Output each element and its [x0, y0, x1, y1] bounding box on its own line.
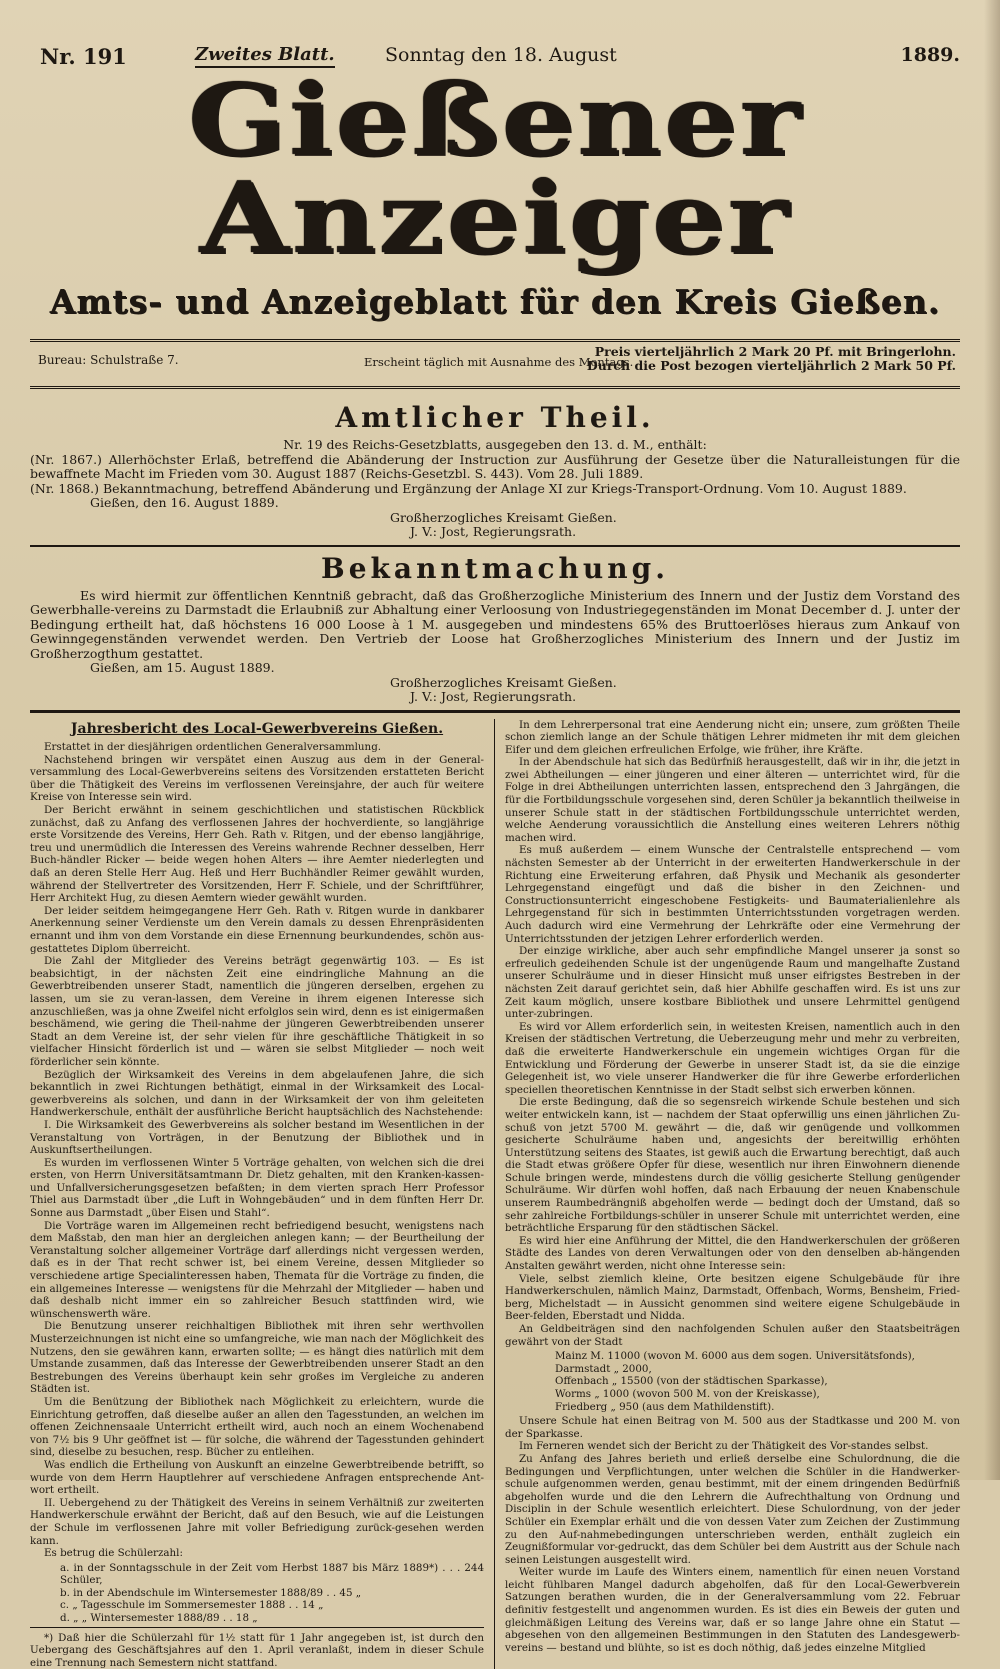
announcement-section	[30, 589, 960, 705]
article-paragraph: Die Zahl der Mitglieder des Vereins beträgt gegenwärtig 103. — Es ist beabsichtigt, in der nächsten Zeit eine eindringliche Mahnung an die Gewerbtreibenden unserer Stadt, namentlich die jüngeren derselben, ergehen zu lassen, um sie zu veran-lassen, dem Vereine in ihrem eigenen Interesse sich anzuschließen, was ja ohne Zweifel nicht erfolglos sein wird, denn es ist einigermaßen beschämend, wie gering die Theil-nahme der jüngeren Gewerbtreibenden unserer Stadt an dem Vereine ist, der sehr vielen für ihre geschäftliche Thätigkeit in so vielfacher Hinsicht förderlich ist und — wären sie selbst Mitglieder — noch weit förderlicher sein könnte.	[30, 955, 484, 1068]
article-paragraph: Die Benutzung unserer reichhaltigen Bibliothek mit ihren sehr werthvollen Musterzeichnungen ist nicht eine so umfangreiche, wie man nach der Möglichkeit des Nutzens, den sie gewähren kann, erwarten sollte; — es hängt dies natürlich mit dem Umstande zusammen, daß das Interesse der Gewerbtreibenden unserer Stadt an den Bestrebungen des Vereins überhaupt kein sehr großes im Vergleiche zu anderen Städten ist.	[30, 1320, 484, 1396]
list-item: a. in der Sonntagsschule in der Zeit vom Herbst 1887 bis März 1889*) . . . 244 Schüler,	[60, 1562, 484, 1587]
section-heading-official: Amtlicher Theil.	[30, 401, 960, 434]
article-paragraph: Viele, selbst ziemlich kleine, Orte besitzen eigene Schulgebäude für ihre Handwerkerschulen, nämlich Mainz, Darmstadt, Offenbach, Worms, Bensheim, Fried-berg, Michelstadt — in Aussicht genommen sind weitere eigene Schulgebäude in Beer-felden, Eberstadt und Nidda.	[505, 1273, 960, 1323]
article-paragraph: Es muß außerdem — einem Wunsche der Centralstelle entsprechend — vom nächsten Semester ab der Unterricht in der erweiterten Handwerkerschule in der Richtung eine Erweiterung erfahren, daß Physik und Mechanik als gesonderter Lehrgegenstand eingefügt und daß die bisher in den Zeichnen- und Constructionsunterricht eingeschobene Festigkeits- und Baumaterialienlehre als Lehrgegenstand für sich in bestimmten Unterrichtsstunden vorgetragen werden. Auch dadurch wird eine Vermehrung der Lehrkräfte oder eine Vermehrung der Unterrichtsstunden der jetzigen Lehrer erforderlich werden.	[505, 844, 960, 945]
student-count-list	[60, 1562, 484, 1625]
issue-date: Sonntag den 18. August	[385, 44, 617, 66]
announcement-signature: Großherzogliches Kreisamt Gießen.	[30, 676, 960, 691]
price-line-1: Preis vierteljährlich 2 Mark 20 Pf. mit Bringerlohn.	[587, 345, 956, 359]
article-paragraph: Die Vorträge waren im Allgemeinen recht befriedigend besucht, wenigstens nach dem Maßstab, den man hier an dergleichen anlegen kann; — der Beurtheilung der Veranstaltung solcher allgemeiner Vorträge darf allerdings nicht vergessen werden, daß es in der That recht schwer ist, bei einem Vereine, dessen Mitglieder so verschiedene artige Specialinteressen haben, Themata für die Vorträge zu finden, die ein allgemeines Interesse — wenigstens für die Mehrzahl der Mitglieder — haben und daß deshalb nicht immer ein so zahlreicher Besuch stattfinden wird, wie wünschenswerth wäre.	[30, 1220, 484, 1321]
official-line: (Nr. 1867.) Allerhöchster Erlaß, betreffend die Abänderung der Instruction zur Ausführung der Gesetze über die Naturalleistungen für die bewaffnete Macht im Frieden vom 30. August 1887 (Reichs-Gesetzbl. S. 443). Vom 28. Juli 1889.	[30, 453, 960, 482]
article-paragraph: Der einzige wirkliche, aber auch sehr empfindliche Mangel unserer ja sonst so erfreulich gedeihenden Schule ist der ungenügende Raum und mangelhafte Zustand unserer Schulräume und in dieser Hinsicht muß unser eifrigstes Bestreben in der nächsten Zeit darauf gerichtet sein, daß hier Abhilfe geschaffen wird. Es ist uns zur Zeit kaum möglich, unsere kostbare Bibliothek und unsere Lehrmittel genügend unter-zubringen.	[505, 945, 960, 1021]
issue-number: Nr. 191	[40, 44, 127, 69]
article-paragraph: Zu Anfang des Jahres berieth und erließ derselbe eine Schulordnung, die die Bedingungen und Verpflichtungen, unter welchen die Schüler in die Handwerker-schule aufgenommen werden, genau bestimmt, mit der einem dringenden Bedürfniß abgeholfen wurde und die den Lehrern die Aufrechthaltung von Ordnung und Disciplin in der Schule wesentlich erleichtert. Diese Schulordnung, von der jeder Schüler ein Exemplar erhält und die von dessen Vater zum Zeichen der Zustimmung zu den Auf-nahmebedingungen unterschrieben werden, enthält zugleich ein Zeugnißformular vor-gedruckt, das dem Schüler bei dem Austritt aus der Schule nach seinen Leistungen ausgestellt wird.	[505, 1453, 960, 1566]
list-item: Worms „ 1000 (wovon 500 M. von der Kreiskasse),	[555, 1388, 960, 1401]
article-columns	[30, 719, 960, 1669]
article-paragraph: Es wird hier eine Anführung der Mittel, die den Handwerkerschulen der größeren Städte des Landes von deren Verwaltungen oder von den denselben ab-hängenden Anstalten gewährt werden, nicht ohne Interesse sein:	[505, 1235, 960, 1273]
article-paragraph: I. Die Wirksamkeit des Gewerbvereins als solcher bestand im Wesentlichen in der Veranstaltung von Vorträgen, in der Benutzung der Bibliothek und in Auskunftsertheilungen.	[30, 1119, 484, 1157]
article-column-left	[30, 719, 495, 1669]
article-paragraph: In dem Lehrerpersonal trat eine Aenderung nicht ein; unsere, zum größten Theile schon ziemlich lange an der Schule thätigen Lehrer midmeten ihr mit dem gleichen Eifer und dem gleichen erfreulichen Erfolge, wie früher, ihre Kräfte.	[505, 719, 960, 757]
official-section	[30, 438, 960, 540]
contribution-list	[555, 1350, 960, 1413]
announcement-text: Es wird hiermit zur öffentlichen Kenntniß gebracht, daß das Großherzogliche Ministerium des Innern und der Justiz dem Vorstand des Gewerbhalle-vereins zu Darmstadt die Erlaubniß zur Abhaltung einer Verloosung von Industriegegenständen im Monat December d. J. unter der Bedingung ertheilt hat, daß höchstens 16 000 Loose à 1 M. ausgegeben und mindestens 65% des Bruttoerlöses hieraus zum Ankauf von Gewinngegenständen verwendet werden. Den Vertrieb der Loose hat Großherzogliches Ministerium des Innern und der Justiz im Großherzogthum gestattet.	[30, 589, 960, 662]
article-paragraph: Nachstehend bringen wir verspätet einen Auszug aus dem in der General-versammlung des Local-Gewerbvereins seitens des Vorsitzenden erstatteten Bericht über die Thätigkeit des Vereins im verflossenen Vereinsjahre, der auch für weitere Kreise von Interesse sein wird.	[30, 754, 484, 804]
price-line-2: Durch die Post bezogen vierteljährlich 2 Mark 50 Pf.	[587, 359, 956, 373]
publication-note: Erscheint täglich mit Ausnahme des Montags.	[364, 355, 633, 369]
section-heading-announcement: Bekanntmachung.	[30, 552, 960, 585]
official-signature: Großherzogliches Kreisamt Gießen.	[30, 511, 960, 526]
info-bar	[30, 339, 960, 389]
sheet-label: Zweites Blatt.	[195, 44, 335, 68]
article-column-right	[495, 719, 960, 1669]
article-paragraph: Der Bericht erwähnt in seinem geschichtlichen und statistischen Rückblick zunächst, daß zu Anfang des verflossenen Jahres der hochverdiente, so langjährige erste Vorsitzende des Vereins, Herr Geh. Rath v. Ritgen, und der ebenso langjährige, treu und unermüdlich die Interessen des Vereins wahrende Rechner desselben, Herr Buch-händler Ricker — beide wegen hohen Alters — ihre Aemter niederlegten und daß an deren Stelle Herr Aug. Heß und Herr Buchhändler Reimer gewählt wurden, während der Stellvertreter des Vorsitzenden, Herr F. Schiele, und der Schriftführer, Herr Architekt Hug, zu diesen Aemtern wieder gewählt wurden.	[30, 804, 484, 905]
list-item: c. „ Tagesschule im Sommersemester 1888 . . 14 „	[60, 1599, 484, 1612]
official-place-date: Gießen, den 16. August 1889.	[30, 496, 960, 511]
article-paragraph: An Geldbeiträgen sind den nachfolgenden Schulen außer den Staatsbeiträgen gewährt von der Stadt	[505, 1323, 960, 1348]
divider	[30, 545, 960, 547]
announcement-place-date: Gießen, am 15. August 1889.	[30, 661, 960, 676]
article-subheading: Erstattet in der diesjährigen ordentlichen Generalversammlung.	[30, 741, 484, 754]
bureau-address: Bureau: Schulstraße 7.	[38, 353, 179, 367]
official-line: (Nr. 1868.) Bekanntmachung, betreffend Abänderung und Ergänzung der Anlage XI zur Kriegs-Transport-Ordnung. Vom 10. August 1889.	[30, 482, 960, 497]
article-paragraph: Es betrug die Schülerzahl:	[30, 1547, 484, 1560]
article-paragraph: Bezüglich der Wirksamkeit des Vereins in dem abgelaufenen Jahre, die sich bekanntlich in zwei Richtungen bethätigt, einmal in der Wirksamkeit des Local-gewerbvereins als solchen, und dann in der Wirksamkeit der von ihm geleiteten Handwerkerschule, enthält der ausführliche Bericht hauptsächlich des Nachstehende:	[30, 1069, 484, 1119]
issue-year: 1889.	[901, 44, 961, 66]
list-item: d. „ „ Wintersemester 1888/89 . . 18 „	[60, 1612, 484, 1625]
article-paragraph: Weiter wurde im Laufe des Winters einem, namentlich für einen neuen Vorstand leicht fühlbaren Mangel dadurch abgeholfen, daß für den Local-Gewerbverein Satzungen berathen wurden, die in der Generalversammlung vom 22. Februar definitiv festgestellt und angenommen wurden. Es ist dies ein Beweis der guten und gleichmäßigen Leitung des Vereins war, daß er so lange Jahre ohne ein Statut — abgesehen von den allgemeinen Bestimmungen in den Statuten des Landesgewerb-vereins — bestand und blühte, so ist es doch nöthig, daß jedes einzelne Mitglied	[505, 1566, 960, 1654]
article-paragraph: Unsere Schule hat einen Beitrag von M. 500 aus der Stadtkasse und 200 M. von der Sparkasse.	[505, 1415, 960, 1440]
article-paragraph: Die erste Bedingung, daß die so segensreich wirkende Schule bestehen und sich weiter entwickeln kann, ist — nachdem der Staat opferwillig uns einen jährlichen Zu-schuß von jetzt 5700 M. gewährt — die, daß wir genügende und vollkommen gesicherte Schulräume haben und, angesichts der bereitwillig erhöhten Unterstützung seitens des Staates, ist gewiß auch die Erwartung berechtigt, daß auch die Stadt etwas größere Opfer für diese, wesentlich nur ihren Einwohnern dienende Schule bringen werde, mindestens durch die völlig gesicherte Stellung genügender Schulräume. Wir dürfen wohl hoffen, daß nach Erbauung der neuen Knabenschule unserem Raumbedrängniß abgeholfen werde — bedingt doch der Umstand, daß so sehr zahlreiche Fortbildungs-schüler in unserer Schule mit unterrichtet werden, eine beträchtliche Ersparung für den städtischen Säckel.	[505, 1096, 960, 1235]
list-item: Friedberg „ 950 (aus dem Mathildenstift).	[555, 1401, 960, 1414]
official-line: Nr. 19 des Reichs-Gesetzblatts, ausgegeben den 13. d. M., enthält:	[30, 438, 960, 453]
list-item: Darmstadt „ 2000,	[555, 1363, 960, 1376]
article-paragraph: Im Ferneren wendet sich der Bericht zu der Thätigkeit des Vor-standes selbst.	[505, 1440, 960, 1453]
masthead-title: Gießener Anzeiger	[0, 72, 1000, 268]
top-line	[30, 18, 960, 58]
list-item: Mainz M. 11000 (wovon M. 6000 aus dem sogen. Universitätsfonds),	[555, 1350, 960, 1363]
article-paragraph: Es wurden im verflossenen Winter 5 Vorträge gehalten, von welchen sich die drei ersten, von Herrn Universitätsamtmann Dr. Dietz gehalten, mit den Kranken-kassen- und Unfallversicherungsgesetzen befaßten; in dem vierten sprach Herr Professor Thiel aus Darmstadt über „die Luft in Wohngebäuden“ und in dem fünften Herr Dr. Sonne aus Darmstadt „über Eisen und Stahl“.	[30, 1157, 484, 1220]
article-paragraph: Was endlich die Ertheilung von Auskunft an einzelne Gewerbtreibende betrifft, so wurde von dem Herrn Hauptlehrer auf verschiedene Anfragen entsprechende Ant-wort ertheilt.	[30, 1459, 484, 1497]
price-note	[587, 345, 956, 373]
article-paragraph: II. Uebergehend zu der Thätigkeit des Vereins in seinem Verhältniß zur zweiterten Handwerkerschule erwähnt der Bericht, daß auf den Besuch, wie auf die Leistungen der Schule im verflossenen Jahre mit voller Befriedigung zurück-gesehen werden kann.	[30, 1497, 484, 1547]
article-heading: Jahresbericht des Local-Gewerbvereins Gießen.	[30, 723, 484, 736]
masthead-subtitle: Amts- und Anzeigeblatt für den Kreis Gießen.	[30, 282, 960, 321]
list-item: b. in der Abendschule im Wintersemester 1888/89 . . 45 „	[60, 1587, 484, 1600]
official-signer: J. V.: Jost, Regierungsrath.	[30, 525, 960, 540]
article-paragraph: Es wird vor Allem erforderlich sein, in weitesten Kreisen, namentlich auch in den Kreisen der städtischen Vertretung, die Ueberzeugung mehr und mehr zu verbreiten, daß die erweiterte Handwerkerschule ein ungemein wichtiges Organ für die Entwicklung und Förderung der Gewerbe in unserer Stadt ist, da sie die einzige Gelegenheit ist, wo viele unserer Handwerker die für ihre Gewerbe erforderlichen speciellen theoretischen Kenntnisse in der Stadt selbst sich erwerben können.	[505, 1021, 960, 1097]
article-paragraph: Der leider seitdem heimgegangene Herr Geh. Rath v. Ritgen wurde in dankbarer Anerkennung seiner Verdienste um den Verein damals zu dessen Ehrenpräsidenten ernannt und ihm von dem Vorstande ein diese Ernennung beurkundendes, schön aus-gestattetes Diplom überreicht.	[30, 905, 484, 955]
footnote: *) Daß hier die Schülerzahl für 1½ statt für 1 Jahr angegeben ist, ist durch den Uebergang des Geschäftsjahres auf den 1. April veranlaßt, indem in dieser Schule eine Trennung nach Semestern nicht stattfand.	[30, 1627, 484, 1669]
divider	[30, 710, 960, 713]
announcement-signer: J. V.: Jost, Regierungsrath.	[30, 690, 960, 705]
article-paragraph: In der Abendschule hat sich das Bedürfniß herausgestellt, daß wir in ihr, die jetzt in zwei Abtheilungen — einer jüngeren und einer älteren — unterrichtet wird, für die Folge in drei Abtheilungen unterrichten lassen, entsprechend den 3 Jahrgängen, die für die Fortbildungsschule vorgesehen sind, deren Schüler ja bekanntlich theilweise in unserer Schule statt in der städtischen Fortbildungsschule unterrichtet werden, welche Aenderung voraussichtlich die Anstellung eines weiteren Lehrers nöthig machen wird.	[505, 756, 960, 844]
list-item: Offenbach „ 15500 (von der städtischen Sparkasse),	[555, 1375, 960, 1388]
article-paragraph: Um die Benützung der Bibliothek nach Möglichkeit zu erleichtern, wurde die Einrichtung getroffen, daß dieselbe außer an allen den Tagesstunden, an welchen im offenen Zeichnensaale Unterricht ertheilt wird, auch noch an einem Wochenabend von 7½ bis 9 Uhr geöffnet ist — für solche, die während der Tagesstunden gehindert sind, dieselbe zu besuchen, resp. Bücher zu entleihen.	[30, 1396, 484, 1459]
